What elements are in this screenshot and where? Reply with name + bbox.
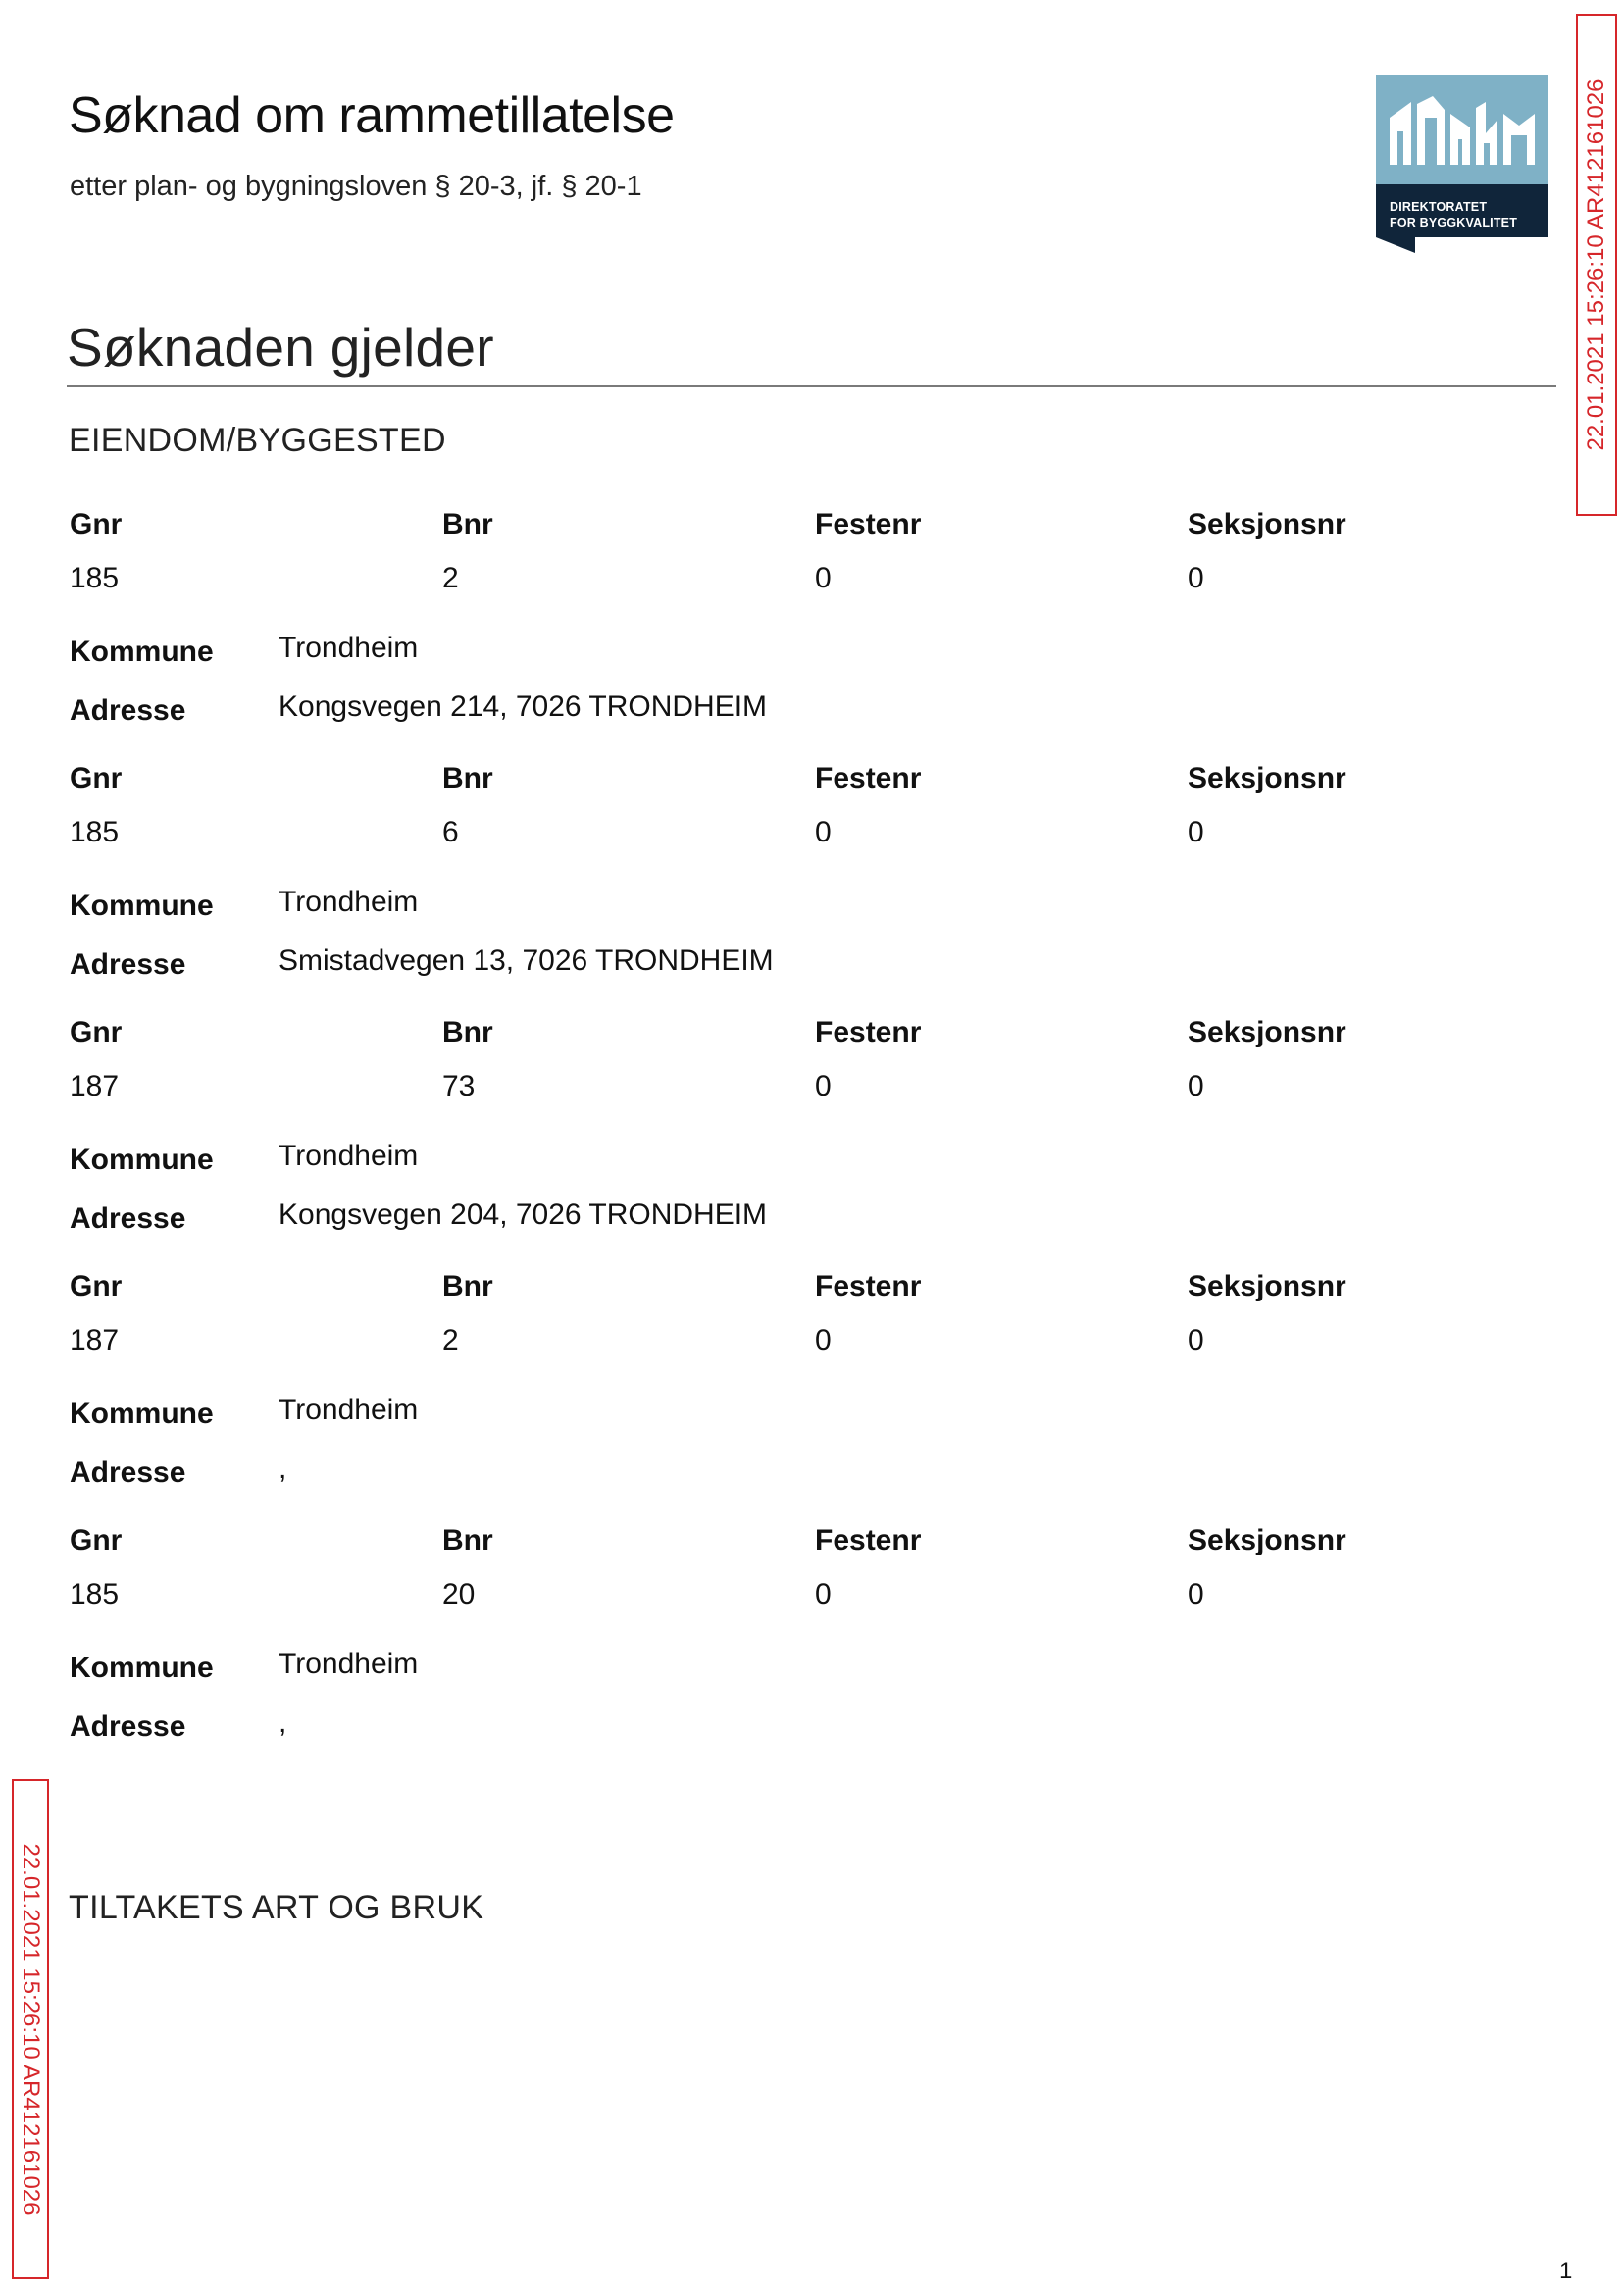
- adresse-value: Kongsvegen 214, 7026 TRONDHEIM: [279, 690, 768, 723]
- bnr-label: Bnr: [442, 1270, 493, 1302]
- kommune-value: Trondheim: [279, 632, 419, 664]
- bnr-value: 6: [442, 816, 459, 848]
- section-divider: [67, 385, 1556, 387]
- kommune-value: Trondheim: [279, 1648, 419, 1680]
- seksjonsnr-value: 0: [1188, 1070, 1204, 1102]
- bnr-value: 20: [442, 1578, 476, 1610]
- adresse-label: Adresse: [70, 948, 186, 981]
- adresse-label: Adresse: [70, 1456, 186, 1489]
- property-block: [70, 1016, 1541, 1271]
- adresse-label: Adresse: [70, 694, 186, 727]
- logo-text-line1: DIREKTORATET: [1390, 200, 1488, 214]
- document-subtitle: etter plan- og bygningsloven § 20-3, jf. § 20-1: [70, 171, 642, 202]
- receipt-stamp-right: [1576, 14, 1617, 516]
- adresse-value: ,: [279, 1707, 287, 1739]
- festenr-label: Festenr: [815, 508, 922, 540]
- adresse-value: Smistadvegen 13, 7026 TRONDHEIM: [279, 944, 774, 977]
- festenr-value: 0: [815, 816, 832, 848]
- property-block: [70, 1524, 1541, 1779]
- stamp-text: 22.01.2021 15:26:10 AR412161026: [18, 1843, 44, 2216]
- kommune-label: Kommune: [70, 1144, 214, 1176]
- property-block: [70, 1270, 1541, 1525]
- festenr-value: 0: [815, 1070, 832, 1102]
- seksjonsnr-value: 0: [1188, 1324, 1204, 1356]
- bnr-label: Bnr: [442, 762, 493, 794]
- gnr-label: Gnr: [70, 762, 123, 794]
- bnr-value: 2: [442, 1324, 459, 1356]
- gnr-label: Gnr: [70, 1270, 123, 1302]
- festenr-value: 0: [815, 1324, 832, 1356]
- bnr-label: Bnr: [442, 1016, 493, 1048]
- festenr-label: Festenr: [815, 1524, 922, 1556]
- dibk-logo: [1376, 75, 1548, 264]
- property-block: [70, 508, 1541, 763]
- seksjonsnr-label: Seksjonsnr: [1188, 1270, 1346, 1302]
- seksjonsnr-value: 0: [1188, 816, 1204, 848]
- festenr-value: 0: [815, 562, 832, 594]
- kommune-value: Trondheim: [279, 886, 419, 918]
- adresse-value: ,: [279, 1453, 287, 1485]
- bnr-value: 2: [442, 562, 459, 594]
- seksjonsnr-label: Seksjonsnr: [1188, 508, 1346, 540]
- seksjonsnr-label: Seksjonsnr: [1188, 1016, 1346, 1048]
- document-title: Søknad om rammetillatelse: [69, 87, 675, 144]
- gnr-value: 185: [70, 816, 120, 848]
- gnr-value: 185: [70, 562, 120, 594]
- bnr-value: 73: [442, 1070, 476, 1102]
- seksjonsnr-value: 0: [1188, 562, 1204, 594]
- page-number: 1: [1559, 2258, 1573, 2284]
- kommune-label: Kommune: [70, 636, 214, 668]
- seksjonsnr-value: 0: [1188, 1578, 1204, 1610]
- bnr-label: Bnr: [442, 1524, 493, 1556]
- festenr-value: 0: [815, 1578, 832, 1610]
- gnr-value: 187: [70, 1324, 120, 1356]
- logo-text: [1390, 199, 1517, 230]
- logo-tail: [1376, 237, 1415, 253]
- kommune-value: Trondheim: [279, 1140, 419, 1172]
- kommune-label: Kommune: [70, 1398, 214, 1430]
- adresse-label: Adresse: [70, 1710, 186, 1743]
- gnr-value: 187: [70, 1070, 120, 1102]
- logo-text-line2: FOR BYGGKVALITET: [1390, 216, 1518, 229]
- gnr-label: Gnr: [70, 508, 123, 540]
- festenr-label: Festenr: [815, 1270, 922, 1302]
- adresse-label: Adresse: [70, 1202, 186, 1235]
- kommune-value: Trondheim: [279, 1394, 419, 1426]
- gnr-value: 185: [70, 1578, 120, 1610]
- seksjonsnr-label: Seksjonsnr: [1188, 1524, 1346, 1556]
- gnr-label: Gnr: [70, 1524, 123, 1556]
- gnr-label: Gnr: [70, 1016, 123, 1048]
- receipt-stamp-left: [12, 1779, 49, 2279]
- kommune-label: Kommune: [70, 1652, 214, 1684]
- festenr-label: Festenr: [815, 1016, 922, 1048]
- property-block: [70, 762, 1541, 1017]
- seksjonsnr-label: Seksjonsnr: [1188, 762, 1346, 794]
- festenr-label: Festenr: [815, 762, 922, 794]
- kommune-label: Kommune: [70, 890, 214, 922]
- stamp-text: 22.01.2021 15:26:10 AR412161026: [1583, 78, 1609, 451]
- section-title: Søknaden gjelder: [67, 317, 494, 378]
- subsection-tiltak: TILTAKETS ART OG BRUK: [69, 1889, 484, 1926]
- subsection-eiendom: EIENDOM/BYGGESTED: [69, 422, 446, 459]
- adresse-value: Kongsvegen 204, 7026 TRONDHEIM: [279, 1198, 768, 1231]
- bnr-label: Bnr: [442, 508, 493, 540]
- logo-building-graphic: [1376, 75, 1548, 184]
